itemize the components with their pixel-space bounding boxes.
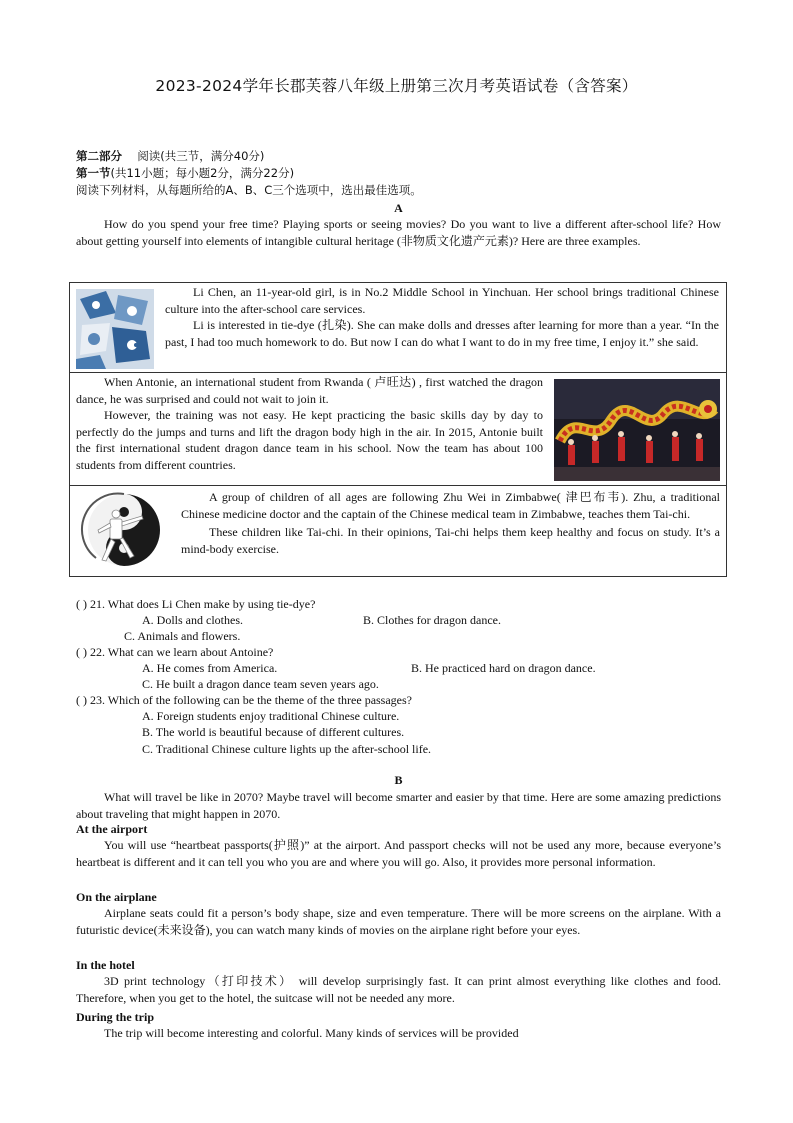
dragon-dance-image	[554, 379, 720, 481]
tai-chi-text	[181, 489, 720, 557]
antonie-p1: When Antonie, an international student from Rwanda ( 卢旺达) , first watched the dragon dance, he was surprised and could not wait to join it.	[76, 375, 543, 406]
option-a[interactable]: A. He comes from America.	[142, 661, 278, 675]
tai-chi-image	[76, 490, 171, 572]
option-c[interactable]: C. Animals and flowers.	[124, 629, 241, 643]
option-c[interactable]: C. He built a dragon dance team seven years ago.	[142, 677, 379, 691]
option-b[interactable]: B. The world is beautiful because of different cultures.	[142, 725, 405, 739]
section-desc: (共11小题；每小题2分，满分22分)	[110, 166, 295, 180]
option-a[interactable]: A. Dolls and clothes.	[142, 613, 243, 627]
answer-blank[interactable]: ( )	[76, 693, 87, 707]
answer-blank[interactable]: ( )	[76, 597, 87, 611]
instruction: 阅读下列材料，从每题所给的A、B、C三个选项中，选出最佳选项。	[76, 183, 422, 197]
option-a[interactable]: A. Foreign students enjoy traditional Chinese culture.	[142, 709, 400, 723]
section-heading	[76, 165, 721, 182]
heading-trip: During the trip	[76, 1010, 154, 1024]
box-row-tai-chi	[70, 486, 726, 576]
option-c[interactable]: C. Traditional Chinese culture lights up the after-school life.	[142, 742, 432, 756]
li-chen-p2: Li is interested in tie-dye (扎染). She can make dolls and dresses after learning for more than a year. “In the past, I had too much homework to do. But now I can do what I want to do in my free time, I enjoy it.” she said.	[165, 318, 719, 349]
heading-hotel: In the hotel	[76, 958, 135, 972]
option-b[interactable]: B. Clothes for dragon dance.	[363, 613, 501, 627]
paragraph-airplane: Airplane seats could fit a person’s body shape, size and even temperature. There will be more screens on the airplane. With a futuristic device(未来设备), you can watch many kinds of movies on the airplane right before your eyes.	[76, 906, 721, 937]
part-desc: 阅读(共三节，满分40分)	[137, 149, 265, 163]
paragraph-hotel: 3D print technology（打印技术） will develop surprisingly fast. It can print almost everything like clothes and food. Therefore, when you get to the hotel, the suitcase will not be needed any more.	[76, 974, 721, 1005]
heading-airplane: On the airplane	[76, 890, 157, 904]
passage-a-letter: A	[394, 201, 403, 215]
box-row-antonie	[70, 373, 726, 486]
li-chen-p1: Li Chen, an 11-year-old girl, is in No.2 Middle School in Yinchuan. Her school brings traditional Chinese culture into the after-school care services.	[165, 285, 719, 316]
question-21-stem: ( ) 21. What does Li Chen make by using tie-dye?	[76, 597, 316, 611]
section-label: 第一节	[76, 166, 111, 180]
passage-a-box	[69, 282, 727, 577]
antonie-p2: However, the training was not easy. He kept practicing the basic skills day by day to perfectly do the jumps and turns and lift the dragon body high in the air. In 2015, Antonie built the first international student dragon dance team in his school. Now the team has about 100 students from different countries.	[76, 408, 543, 472]
paragraph-trip: The trip will become interesting and colorful. Many kinds of services will be provided	[104, 1026, 519, 1040]
question-23-stem: ( ) 23. Which of the following can be the theme of the three passages?	[76, 693, 413, 707]
passage-b-letter: B	[394, 773, 403, 787]
answer-blank[interactable]: ( )	[76, 645, 87, 659]
tai-chi-p2: These children like Tai-chi. In their opinions, Tai-chi helps them keep healthy and focus on study. It’s a mind-body exercise.	[181, 525, 720, 556]
heading-airport: At the airport	[76, 822, 148, 836]
question-22-stem: ( ) 22. What can we learn about Antoine?	[76, 645, 274, 659]
box-row-li-chen	[70, 283, 726, 373]
li-chen-text	[165, 284, 719, 350]
antonie-text	[76, 374, 543, 473]
tai-chi-p1: A group of children of all ages are following Zhu Wei in Zimbabwe( 津巴布韦). Zhu, a traditional Chinese medicine doctor and the captain of the Chinese medical team in Zimbabwe, teaches them Tai-chi.	[181, 490, 720, 521]
passage-a-intro: How do you spend your free time? Playing sports or seeing movies? Do you want to live a different after-school life? How about getting yourself into elements of intangible cultural heritage (非物质文化遗产元素)? Here are three examples.	[76, 217, 721, 248]
page-title: 2023-2024学年长郡芙蓉八年级上册第三次月考英语试卷（含答案）	[155, 77, 638, 95]
part-heading	[76, 148, 721, 165]
tie-dye-image	[76, 289, 154, 369]
option-b[interactable]: B. He practiced hard on dragon dance.	[411, 661, 596, 675]
part-label: 第二部分	[76, 149, 122, 163]
paragraph-airport: You will use “heartbeat passports(护照)” at the airport. And passport checks will not be used any more, because everyone’s heartbeat is different and it can tell you who you are and where you will go. Also, it provides more personal information.	[76, 838, 721, 869]
passage-b-intro: What will travel be like in 2070? Maybe travel will become smarter and easier by that time. Here are some amazing predictions about traveling that might happen in 2070.	[76, 790, 721, 821]
